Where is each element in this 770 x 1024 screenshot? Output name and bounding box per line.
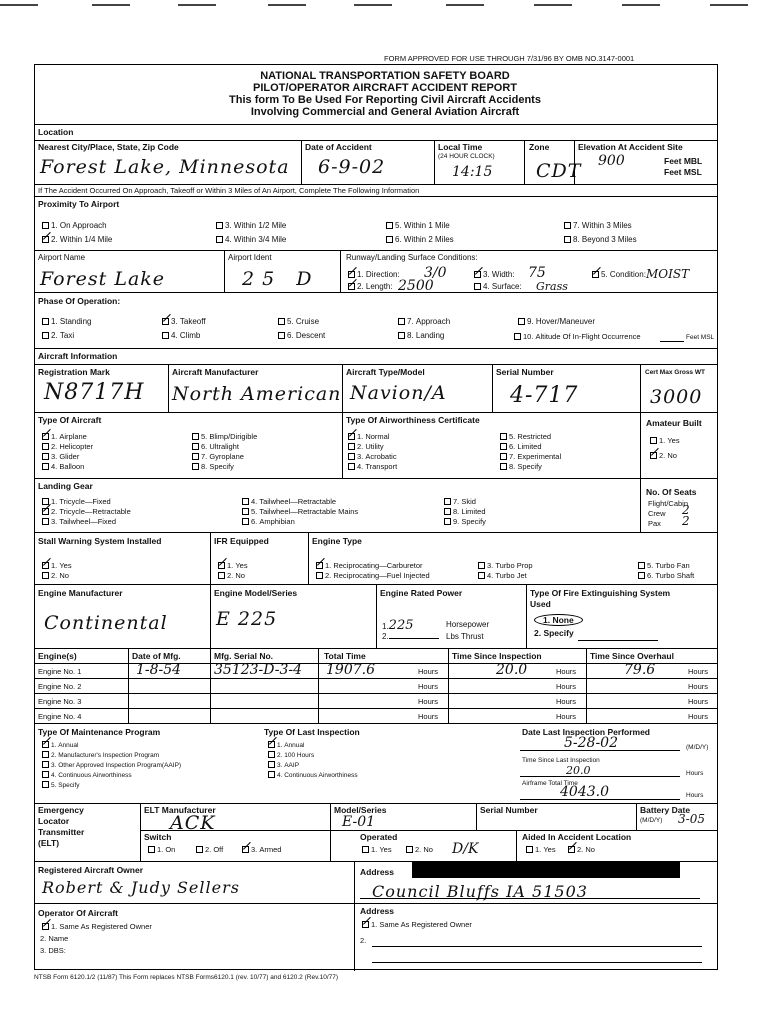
runway-width-value[interactable]: 75 — [528, 265, 546, 281]
type-aircraft-label: Type Of Aircraft — [38, 415, 102, 425]
date-value[interactable]: 6-9-02 — [318, 156, 386, 178]
ifr-no[interactable]: 2. No — [216, 571, 245, 580]
airframe-label: Airframe Total Time — [522, 780, 578, 787]
runway-direction[interactable]: 1. Direction: — [346, 270, 400, 279]
form-approved: FORM APPROVED FOR USE THROUGH 7/31/96 BY OMB NO.3147-0001 — [384, 54, 635, 63]
stall-yes[interactable]: 1. Yes — [40, 561, 72, 570]
seats-crew-value[interactable]: 2 — [682, 503, 690, 517]
elt-operated-value[interactable]: D/K — [452, 841, 479, 857]
gear-skid[interactable]: 7. Skid — [442, 497, 476, 506]
maint-other[interactable]: 3. Other Approved Inspection Program(AAIP) — [40, 761, 181, 769]
amateur-label: Amateur Built — [646, 418, 702, 428]
proximity-label: Proximity To Airport — [38, 199, 120, 209]
airport-ident-value[interactable]: 25 D — [242, 268, 320, 290]
cert-acrobatic[interactable]: 3. Acrobatic — [346, 452, 397, 461]
aircraft-model-label: Aircraft Type/Model — [346, 367, 425, 377]
phase-label: Phase Of Operation: — [38, 296, 121, 306]
zone-label: Zone — [529, 142, 550, 152]
phase-hover[interactable]: 9. Hover/Maneuver — [516, 317, 595, 326]
prox-within-half[interactable]: 3. Within 1/2 Mile — [214, 221, 286, 230]
engine-3-label: Engine No. 3 — [38, 697, 82, 706]
last-date-value[interactable]: 5-28-02 — [564, 735, 618, 751]
last-annual[interactable]: 1. Annual — [266, 741, 304, 749]
engine-lbs-label: Lbs Thrust — [446, 632, 484, 641]
airport-name-value[interactable]: Forest Lake — [40, 268, 166, 290]
engine-model-value[interactable]: E 225 — [216, 608, 278, 630]
elt-label-3: Transmitter — [38, 827, 85, 837]
stall-label: Stall Warning System Installed — [38, 536, 162, 546]
engine-1-ovh[interactable]: 79.6 — [624, 662, 656, 678]
aircraft-mfr-value[interactable]: North American — [172, 383, 342, 405]
title-line-4: Involving Commercial and General Aviation Aircraft — [250, 106, 520, 118]
operator-label: Operator Of Aircraft — [38, 908, 118, 918]
phase-descent[interactable]: 6. Descent — [276, 331, 325, 340]
operator-address-2[interactable]: 2. — [360, 936, 367, 945]
phase-takeoff[interactable]: 3. Takeoff — [160, 317, 206, 326]
engine-3-ovh-hours: Hours — [688, 697, 709, 706]
elt-switch-off[interactable]: 2. Off — [194, 845, 223, 854]
cert-utility[interactable]: 2. Utility — [346, 442, 384, 451]
runway-condition-value[interactable]: MOIST — [646, 267, 690, 281]
engine-turbo-prop[interactable]: 3. Turbo Prop — [476, 561, 533, 570]
engine-1-label: Engine No. 1 — [38, 667, 82, 676]
title-line-2: PILOT/OPERATOR AIRCRAFT ACCIDENT REPORT — [253, 82, 517, 94]
engine-turbo-shaft[interactable]: 6. Turbo Shaft — [636, 571, 694, 580]
last-date-label: Date Last Inspection Performed — [522, 727, 651, 737]
eng-h-total: Total Time — [324, 651, 366, 661]
airport-name-label: Airport Name — [38, 253, 86, 262]
seats-flight-cabin: Flight/Cabin — [648, 499, 689, 508]
runway-length-value[interactable]: 2500 — [398, 278, 434, 294]
engine-4-ovh-hours: Hours — [688, 712, 709, 721]
prox-within-2[interactable]: 6. Within 2 Miles — [384, 235, 454, 244]
engine-2-ovh-hours: Hours — [688, 682, 709, 691]
ifr-label: IFR Equipped — [214, 536, 269, 546]
elt-aided-label: Aided In Accident Location — [522, 832, 632, 842]
gear-limited[interactable]: 8. Limited — [442, 507, 486, 516]
owner-value[interactable]: Robert & Judy Sellers — [42, 878, 240, 897]
feet-msl: Feet MSL — [664, 167, 702, 177]
airframe-hours: Hours — [686, 792, 704, 799]
elt-mfr-label: ELT Manufacturer — [144, 805, 216, 815]
engine-model-label: Engine Model/Series — [214, 588, 298, 598]
time-sub: (24 HOUR CLOCK) — [438, 153, 495, 160]
time-label: Local Time — [438, 142, 483, 152]
zone-value[interactable]: CDT — [536, 160, 582, 182]
maint-label: Type Of Maintenance Program — [38, 727, 161, 737]
aircraft-model-value[interactable]: Navion/A — [350, 382, 447, 404]
operator-same[interactable]: 1. Same As Registered Owner — [40, 922, 152, 931]
elt-switch-armed[interactable]: 3. Armed — [240, 845, 281, 854]
engine-turbo-fan[interactable]: 5. Turbo Fan — [636, 561, 690, 570]
maint-continuous[interactable]: 4. Continuous Airworthiness — [40, 771, 132, 779]
phase-climb[interactable]: 4. Climb — [160, 331, 200, 340]
type-glider[interactable]: 3. Glider — [40, 452, 79, 461]
runway-width[interactable]: 3. Width: — [472, 270, 515, 279]
engine-2-insp-hours: Hours — [556, 682, 577, 691]
engine-1-ovh-hours: Hours — [688, 667, 709, 676]
fire-label: Type Of Fire Extinguishing System Used — [530, 588, 671, 609]
owner-label: Registered Aircraft Owner — [38, 865, 144, 875]
gear-specify[interactable]: 9. Specify — [442, 517, 486, 526]
runway-surface-value[interactable]: Grass — [536, 280, 568, 293]
phase-altitude[interactable]: 10. Altitude Of In-Flight Occurrence — [512, 332, 641, 341]
battery-label: Battery Date — [640, 805, 691, 815]
gear-tri-retract[interactable]: 2. Tricycle—Retractable — [40, 507, 131, 516]
elt-aided-no[interactable]: 2. No — [566, 845, 595, 854]
last-continuous[interactable]: 4. Continuous Airworthiness — [266, 771, 358, 779]
gross-value[interactable]: 3000 — [650, 386, 703, 408]
runway-surface[interactable]: 4. Surface: — [472, 282, 522, 291]
title-line-3: This form To Be Used For Reporting Civil Aircraft Accidents — [229, 94, 541, 106]
type-gyroplane[interactable]: 7. Gyroplane — [190, 452, 244, 461]
last-100[interactable]: 2. 100 Hours — [266, 751, 314, 759]
engine-1-insp[interactable]: 20.0 — [496, 662, 528, 678]
last-insp-label: Type Of Last Inspection — [264, 727, 360, 737]
engine-recip-fuel[interactable]: 2. Reciprocating—Fuel Injected — [314, 571, 430, 580]
airport-note: If The Accident Occurred On Approach, Takeoff or Within 3 Miles of An Airport, Complete The Following Information — [38, 186, 420, 195]
runway-condition[interactable]: 5. Condition: — [590, 270, 646, 279]
maint-specify[interactable]: 5. Specify — [40, 781, 80, 789]
engine-mfr-value[interactable]: Continental — [44, 612, 168, 634]
fire-specify[interactable]: 2. Specify — [534, 628, 574, 638]
elevation-value[interactable]: 900 — [598, 153, 625, 169]
amateur-yes[interactable]: 1. Yes — [648, 436, 680, 445]
engine-2-total-hours: Hours — [418, 682, 439, 691]
eng-h-serial: Mfg. Serial No. — [214, 651, 274, 661]
elt-serial-label: Serial Number — [480, 805, 538, 815]
gear-tail-retract[interactable]: 4. Tailwheel—Retractable — [240, 497, 336, 506]
battery-mdy: (M/D/Y) — [640, 817, 663, 824]
battery-value[interactable]: 3-05 — [678, 812, 705, 826]
city-label: Nearest City/Place, State, Zip Code — [38, 142, 179, 152]
engine-hp-label: Horsepower — [446, 620, 490, 629]
type-specify[interactable]: 8. Specify — [190, 462, 234, 471]
cert-specify[interactable]: 8. Specify — [498, 462, 542, 471]
gear-tail-retract-mains[interactable]: 5. Tailwheel—Retractable Mains — [240, 507, 358, 516]
engine-hp-num[interactable]: 1.225 — [382, 618, 414, 633]
engine-power-label: Engine Rated Power — [380, 588, 463, 598]
phase-taxi[interactable]: 2. Taxi — [40, 331, 74, 340]
stall-no[interactable]: 2. No — [40, 571, 69, 580]
type-airplane[interactable]: 1. Airplane — [40, 432, 87, 441]
registration-label: Registration Mark — [38, 367, 110, 377]
serial-value[interactable]: 4-717 — [510, 383, 579, 408]
since-value[interactable]: 20.0 — [566, 764, 591, 777]
gear-tail-fixed[interactable]: 3. Tailwheel—Fixed — [40, 517, 116, 526]
elt-switch-on[interactable]: 1. On — [146, 845, 175, 854]
aircraft-section: Aircraft Information — [38, 351, 118, 361]
eng-h-engine: Engine(s) — [38, 651, 77, 661]
phase-feet-msl: Feet MSL — [686, 334, 715, 341]
elt-operated-yes[interactable]: 1. Yes — [360, 845, 392, 854]
prox-within-3-4[interactable]: 4. Within 3/4 Mile — [214, 235, 286, 244]
prox-within-3[interactable]: 7. Within 3 Miles — [562, 221, 632, 230]
elt-aided-yes[interactable]: 1. Yes — [524, 845, 556, 854]
engine-2-label: Engine No. 2 — [38, 682, 82, 691]
fire-none[interactable]: 1. None — [534, 614, 583, 626]
owner-address-label: Address — [360, 867, 395, 877]
seats-pax-value[interactable]: 2 — [682, 514, 690, 528]
engine-1-serial[interactable]: 35123-D-3-4 — [214, 662, 303, 678]
cert-transport[interactable]: 4. Transport — [346, 462, 397, 471]
airframe-value[interactable]: 4043.0 — [560, 784, 609, 800]
since-hours: Hours — [686, 770, 704, 777]
prox-within-1[interactable]: 5. Within 1 Mile — [384, 221, 450, 230]
feet-mbl: Feet MBL — [664, 156, 703, 166]
engine-turbo-jet[interactable]: 4. Turbo Jet — [476, 571, 527, 580]
redaction-bar — [412, 862, 680, 878]
elevation-label: Elevation At Accident Site — [578, 142, 683, 152]
prox-within-quarter[interactable]: 2. Within 1/4 Mile — [40, 235, 112, 244]
owner-address-value[interactable]: Council Bluffs IA 51503 — [372, 882, 588, 901]
gross-label: Cert Max Gross WT — [645, 369, 705, 376]
gear-label: Landing Gear — [38, 481, 93, 491]
aircraft-mfr-label: Aircraft Manufacturer — [172, 367, 259, 377]
elt-label-1: Emergency — [38, 805, 84, 815]
phase-standing[interactable]: 1. Standing — [40, 317, 91, 326]
prox-beyond-3[interactable]: 8. Beyond 3 Miles — [562, 235, 637, 244]
eng-h-date: Date of Mfg. — [132, 651, 181, 661]
gear-amphibian[interactable]: 6. Amphibian — [240, 517, 295, 526]
operator-address-label: Address — [360, 906, 395, 916]
type-helicopter[interactable]: 2. Helicopter — [40, 442, 93, 451]
amateur-no[interactable]: 2. No — [648, 451, 677, 460]
engine-lbs-num[interactable]: 2. — [382, 632, 439, 641]
prox-on-approach[interactable]: 1. On Approach — [40, 221, 107, 230]
elt-operated-no[interactable]: 2. No — [404, 845, 433, 854]
elt-model-value[interactable]: E-01 — [342, 814, 376, 830]
engine-3-total-hours: Hours — [418, 697, 439, 706]
elt-switch-label: Switch — [144, 832, 172, 842]
title-line-1: NATIONAL TRANSPORTATION SAFETY BOARD — [260, 70, 510, 82]
cert-experimental[interactable]: 7. Experimental — [498, 452, 561, 461]
form-footer: NTSB Form 6120.1/2 (11/87) This Form replaces NTSB Forms6120.1 (rev. 10/77) and 6120.2 (Rev.10/77) — [34, 974, 339, 981]
airport-ident-label: Airport Ident — [228, 253, 272, 262]
phase-approach[interactable]: 7. Approach — [396, 317, 450, 326]
elt-model-label: Model/Series — [334, 805, 387, 815]
engine-1-total[interactable]: 1907.6 — [326, 662, 375, 678]
time-value[interactable]: 14:15 — [452, 164, 493, 180]
cert-restricted[interactable]: 5. Restricted — [498, 432, 551, 441]
operator-address-same[interactable]: 1. Same As Registered Owner — [360, 920, 472, 929]
since-label: Time Since Last Inspection — [522, 757, 600, 764]
engine-mfr-label: Engine Manufacturer — [38, 588, 123, 598]
phase-cruise[interactable]: 5. Cruise — [276, 317, 319, 326]
elt-label-4: (ELT) — [38, 838, 60, 848]
engine-3-insp-hours: Hours — [556, 697, 577, 706]
engine-4-total-hours: Hours — [418, 712, 439, 721]
elt-label-2: Locator — [38, 816, 70, 826]
cert-limited[interactable]: 6. Limited — [498, 442, 542, 451]
engine-4-label: Engine No. 4 — [38, 712, 82, 721]
serial-label: Serial Number — [496, 367, 554, 377]
type-ultralight[interactable]: 6. Ultralight — [190, 442, 239, 451]
runway-direction-value[interactable]: 3/0 — [424, 265, 447, 281]
engine-4-insp-hours: Hours — [556, 712, 577, 721]
engine-type-label: Engine Type — [312, 536, 362, 546]
seats-pax-label: Pax — [648, 519, 661, 528]
maint-mfr[interactable]: 2. Manufacturer's Inspection Program — [40, 751, 159, 759]
runway-length[interactable]: 2. Length: — [346, 282, 393, 291]
seats-crew-label: Crew — [648, 509, 666, 518]
type-balloon[interactable]: 4. Balloon — [40, 462, 84, 471]
city-value[interactable]: Forest Lake, Minnesota — [40, 156, 290, 178]
registration-value[interactable]: N8717H — [44, 380, 145, 405]
engine-recip-carb[interactable]: 1. Reciprocating—Carburetor — [314, 561, 423, 570]
eng-h-insp: Time Since Inspection — [452, 651, 542, 661]
gear-tri-fixed[interactable]: 1. Tricycle—Fixed — [40, 497, 111, 506]
maint-annual[interactable]: 1. Annual — [40, 741, 78, 749]
last-aaip[interactable]: 3. AAIP — [266, 761, 299, 769]
engine-1-date[interactable]: 1-8-54 — [136, 662, 182, 678]
cert-label: Type Of Airworthiness Certificate — [346, 415, 480, 425]
seats-label: No. Of Seats — [646, 487, 697, 497]
elt-operated-label: Operated — [360, 832, 398, 842]
elt-mfr-value[interactable]: ACK — [170, 812, 216, 834]
operator-dbs[interactable]: 3. DBS: — [40, 946, 66, 955]
last-date-mdy: (M/D/Y) — [686, 744, 709, 751]
ifr-yes[interactable]: 1. Yes — [216, 561, 248, 570]
date-label: Date of Accident — [305, 142, 372, 152]
phase-landing[interactable]: 8. Landing — [396, 331, 444, 340]
engine-1-total-hours: Hours — [418, 667, 439, 676]
eng-h-ovh: Time Since Overhaul — [590, 651, 674, 661]
cert-normal[interactable]: 1. Normal — [346, 432, 390, 441]
location-section: Location — [38, 127, 74, 137]
operator-name[interactable]: 2. Name — [40, 934, 69, 943]
type-blimp[interactable]: 5. Blimp/Dirigible — [190, 432, 257, 441]
engine-1-insp-hours: Hours — [556, 667, 577, 676]
runway-label: Runway/Landing Surface Conditions: — [346, 253, 478, 262]
